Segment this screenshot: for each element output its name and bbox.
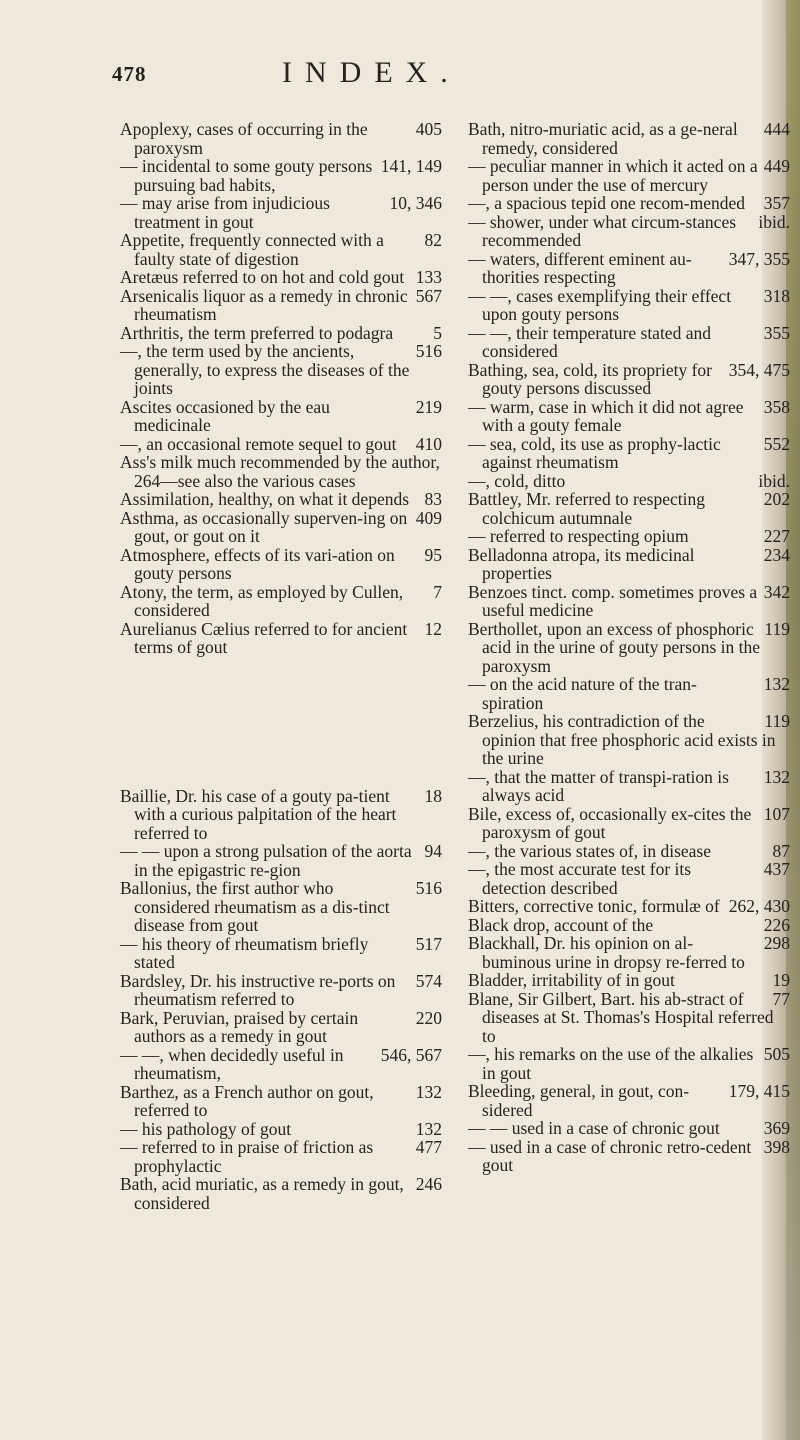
entry-pages: 342 <box>763 581 790 602</box>
index-entry <box>468 1045 790 1082</box>
entry-pages: 477 <box>415 1137 442 1157</box>
index-entry <box>468 546 790 583</box>
entry-text: — — upon a strong pulsation of the aorta in the epigastric re-gion <box>120 841 412 880</box>
entry-text: — — used in a case of chronic gout <box>468 1118 720 1138</box>
entry-pages: 132 <box>415 1118 442 1139</box>
index-entry <box>120 268 442 287</box>
entry-pages: 18 <box>424 785 442 806</box>
entry-text: Bleeding, general, in gout, con-sidered <box>468 1081 690 1120</box>
entry-pages: 574 <box>415 970 442 991</box>
entry-text: Bath, acid muriatic, as a remedy in gout, considered <box>120 1174 404 1213</box>
entry-text: — warm, case in which it did not agree with a gouty female <box>468 396 744 435</box>
entry-text: — —, cases exemplifying their effect upon gouty persons <box>468 285 732 324</box>
entry-text: — shower, under what circum-stances recommended <box>468 211 737 250</box>
entry-pages: 437 <box>763 859 790 879</box>
entry-text: Bitters, corrective tonic, formulæ of <box>468 896 720 916</box>
entry-pages: 133 <box>415 267 442 287</box>
index-entry <box>120 194 442 231</box>
entry-text: Bardsley, Dr. his instructive re-ports on rheumatism referred to <box>120 970 396 1009</box>
index-entry <box>120 546 442 583</box>
entry-text: —, cold, ditto <box>468 470 566 491</box>
index-entry <box>468 213 790 250</box>
entry-pages: 546, 567 <box>380 1044 442 1065</box>
index-entry <box>120 935 442 972</box>
index-entry <box>468 472 790 491</box>
entry-text: Black drop, account of the <box>468 914 654 935</box>
index-entry <box>468 120 790 157</box>
entry-pages: 262, 430 <box>728 896 790 916</box>
entry-pages: 12 <box>424 618 442 639</box>
entry-pages: 132 <box>763 766 790 787</box>
entry-pages: 505 <box>763 1044 790 1064</box>
column-gap <box>120 657 442 787</box>
index-entry <box>468 490 790 527</box>
entry-pages: 132 <box>415 1081 442 1102</box>
index-entry <box>120 1175 442 1212</box>
entry-text: — peculiar manner in which it acted on a person under the use of mercury <box>468 156 758 195</box>
index-entry <box>120 1138 442 1175</box>
index-entry <box>120 1083 442 1120</box>
entry-pages: ibid. <box>758 470 790 491</box>
entry-pages: 141, 149 <box>380 156 442 176</box>
index-entry <box>468 361 790 398</box>
index-entry <box>468 1119 790 1138</box>
entry-pages: 227 <box>763 526 790 546</box>
entry-text: Benzoes tinct. comp. sometimes proves a useful medicine <box>468 581 758 620</box>
entry-text: Bath, nitro-muriatic acid, as a ge-neral remedy, considered <box>468 119 738 158</box>
entry-pages: 119 <box>764 711 790 731</box>
entry-text: Atmosphere, effects of its vari-ation on gouty persons <box>120 544 395 583</box>
entry-pages: 95 <box>424 544 442 565</box>
index-entry <box>120 490 442 509</box>
entry-pages: 82 <box>424 230 442 250</box>
entry-text: —, the term used by the ancients, generally, to express the diseases of the joints <box>120 341 410 398</box>
index-entry <box>120 453 442 490</box>
entry-text: Ballonius, the first author who considered rheumatism as a dis-tinct disease from gout <box>120 878 390 935</box>
entry-pages: 234 <box>763 544 790 565</box>
entry-text: Bark, Peruvian, praised by certain authors as a remedy in gout <box>120 1007 359 1046</box>
entry-text: Ascites occasioned by the eau medicinale <box>120 396 330 435</box>
entry-pages: 10, 346 <box>389 193 442 213</box>
index-entry <box>468 768 790 805</box>
entry-text: —, a spacious tepid one recom-mended <box>468 193 745 213</box>
entry-pages: 409 <box>415 507 442 528</box>
entry-text: Arthritis, the term preferred to podagra <box>120 322 394 343</box>
entry-pages: 132 <box>763 674 790 694</box>
entry-pages: ibid. <box>758 211 790 232</box>
index-entry <box>468 1082 790 1119</box>
entry-pages: 357 <box>763 193 790 213</box>
entry-pages: 19 <box>772 970 790 990</box>
entry-pages: 347, 355 <box>728 248 790 269</box>
entry-pages: 369 <box>763 1118 790 1138</box>
entry-pages: 7 <box>433 581 442 602</box>
entry-pages: 298 <box>763 933 790 953</box>
entry-text: Assimilation, healthy, on what it depends <box>120 489 410 509</box>
entry-text: —, the most accurate test for its detection described <box>468 859 692 898</box>
entry-text: — used in a case of chronic retro-cedent gout <box>468 1136 752 1175</box>
index-entry <box>468 398 790 435</box>
index-entries-a <box>120 120 442 657</box>
entry-text: — may arise from injudicious treatment in gout <box>120 193 330 232</box>
index-entry <box>468 805 790 842</box>
entry-pages: 355 <box>763 322 790 343</box>
index-entry <box>120 509 442 546</box>
index-entry <box>120 287 442 324</box>
entry-pages: 517 <box>415 933 442 954</box>
index-entries-right <box>468 120 790 1175</box>
entry-pages: 226 <box>763 914 790 935</box>
index-entry <box>468 250 790 287</box>
index-entry <box>120 972 442 1009</box>
entry-text: — sea, cold, its use as prophy-lactic against rheumatism <box>468 433 721 472</box>
entry-pages: 119 <box>764 618 790 639</box>
entry-text: Blackhall, Dr. his opinion on al-buminous urine in dropsy re-ferred to <box>468 933 745 972</box>
entry-pages: 83 <box>424 489 442 509</box>
index-entry <box>120 879 442 935</box>
entry-text: Blane, Sir Gilbert, Bart. his ab-stract of diseases at St. Thomas's Hospital referred to <box>468 988 774 1046</box>
index-entry <box>468 842 790 861</box>
index-entry <box>120 1120 442 1139</box>
index-entry <box>120 324 442 343</box>
index-entry <box>468 1138 790 1175</box>
index-entry <box>468 934 790 971</box>
entry-text: Apoplexy, cases of occurring in the paroxysm <box>120 119 368 158</box>
entry-text: Appetite, frequently connected with a faulty state of digestion <box>120 230 384 269</box>
entry-text: Belladonna atropa, its medicinal properties <box>468 544 695 583</box>
entry-pages: 444 <box>763 119 790 139</box>
entry-text: Ass's milk much recommended by the author, 264—see also the various cases <box>120 452 440 491</box>
index-entry <box>120 620 442 657</box>
entry-pages: 405 <box>415 119 442 139</box>
index-column-left <box>120 120 442 1212</box>
entry-text: Bile, excess of, occasionally ex-cites the paroxysm of gout <box>468 803 752 842</box>
entry-text: Asthma, as occasionally superven-ing on gout, or gout on it <box>120 507 408 546</box>
entry-text: — his pathology of gout <box>120 1118 292 1139</box>
entry-pages: 516 <box>415 878 442 898</box>
entry-text: — referred to in praise of friction as prophylactic <box>120 1137 374 1176</box>
entry-text: — referred to respecting opium <box>468 526 689 546</box>
entry-pages: 552 <box>763 433 790 454</box>
index-entry <box>468 324 790 361</box>
page-number: 478 <box>112 62 147 86</box>
entry-pages: 220 <box>415 1007 442 1028</box>
index-entry <box>120 120 442 157</box>
index-entry <box>468 620 790 676</box>
entry-text: —, that the matter of transpi-ration is always acid <box>468 766 729 805</box>
running-title: INDEX. <box>282 56 461 89</box>
index-entry <box>468 860 790 897</box>
entry-text: — incidental to some gouty persons pursuing bad habits, <box>120 156 373 195</box>
index-entry <box>120 157 442 194</box>
entry-text: Berzelius, his contradiction of the opinion that free phosphoric acid exists in the urine <box>468 711 776 768</box>
entry-pages: 410 <box>415 433 442 454</box>
entry-pages: 94 <box>424 841 442 861</box>
index-entry <box>468 675 790 712</box>
entry-text: Arsenicalis liquor as a remedy in chronic rheumatism <box>120 285 408 324</box>
entry-text: Bladder, irritability of in gout <box>468 970 675 990</box>
index-entry <box>120 1046 442 1083</box>
entry-text: — —, when decidedly useful in rheumatism, <box>120 1044 344 1083</box>
entry-pages: 77 <box>772 988 790 1009</box>
index-entry <box>468 897 790 916</box>
entry-pages: 219 <box>415 396 442 417</box>
entry-pages: 354, 475 <box>728 359 790 380</box>
index-entry <box>468 990 790 1046</box>
entry-pages: 179, 415 <box>728 1081 790 1101</box>
entry-text: —, his remarks on the use of the alkalies in gout <box>468 1044 754 1083</box>
entry-text: Aurelianus Cælius referred to for ancient terms of gout <box>120 618 408 657</box>
entry-pages: 318 <box>763 285 790 306</box>
entry-pages: 5 <box>433 322 442 343</box>
entry-pages: 246 <box>415 1174 442 1194</box>
index-entry <box>120 1009 442 1046</box>
entry-text: Barthez, as a French author on gout, referred to <box>120 1081 374 1120</box>
index-entry <box>120 398 442 435</box>
entry-text: — —, their temperature stated and considered <box>468 322 711 361</box>
entry-pages: 449 <box>763 156 790 176</box>
page-header <box>112 56 692 96</box>
entry-pages: 87 <box>772 840 790 861</box>
index-entry <box>468 971 790 990</box>
index-entry <box>120 231 442 268</box>
entry-pages: 398 <box>763 1136 790 1157</box>
index-entry <box>468 527 790 546</box>
entry-text: Berthollet, upon an excess of phosphoric acid in the urine of gouty persons in the paroxysm <box>468 618 760 676</box>
entry-text: Aretæus referred to on hot and cold gout <box>120 267 405 287</box>
index-entry <box>120 787 442 843</box>
index-entry <box>120 342 442 398</box>
index-entry <box>468 157 790 194</box>
entry-text: Bathing, sea, cold, its propriety for gouty persons discussed <box>468 359 712 398</box>
entry-text: — on the acid nature of the tran-spiration <box>468 674 697 713</box>
index-entry <box>468 435 790 472</box>
entry-pages: 107 <box>763 803 790 824</box>
entry-pages: 358 <box>763 396 790 417</box>
index-entry <box>468 916 790 935</box>
entry-text: Atony, the term, as employed by Cullen, considered <box>120 581 404 620</box>
index-entries-b <box>120 787 442 1213</box>
index-entry <box>120 583 442 620</box>
index-entry <box>468 583 790 620</box>
index-entry <box>120 435 442 454</box>
entry-text: Battley, Mr. referred to respecting colchicum autumnale <box>468 489 705 528</box>
entry-text: Baillie, Dr. his case of a gouty pa-tient with a curious palpitation of the heart referred to <box>120 785 397 843</box>
entry-text: —, an occasional remote sequel to gout <box>120 433 397 454</box>
index-entry <box>468 287 790 324</box>
index-entry <box>120 842 442 879</box>
entry-text: — waters, different eminent au-thorities respecting <box>468 248 692 287</box>
entry-pages: 202 <box>763 489 790 509</box>
entry-pages: 516 <box>415 341 442 361</box>
entry-pages: 567 <box>415 285 442 306</box>
index-column-right <box>468 120 790 1175</box>
entry-text: — his theory of rheumatism briefly stated <box>120 933 369 972</box>
index-entry <box>468 194 790 213</box>
index-entry <box>468 712 790 768</box>
entry-text: —, the various states of, in disease <box>468 840 712 861</box>
